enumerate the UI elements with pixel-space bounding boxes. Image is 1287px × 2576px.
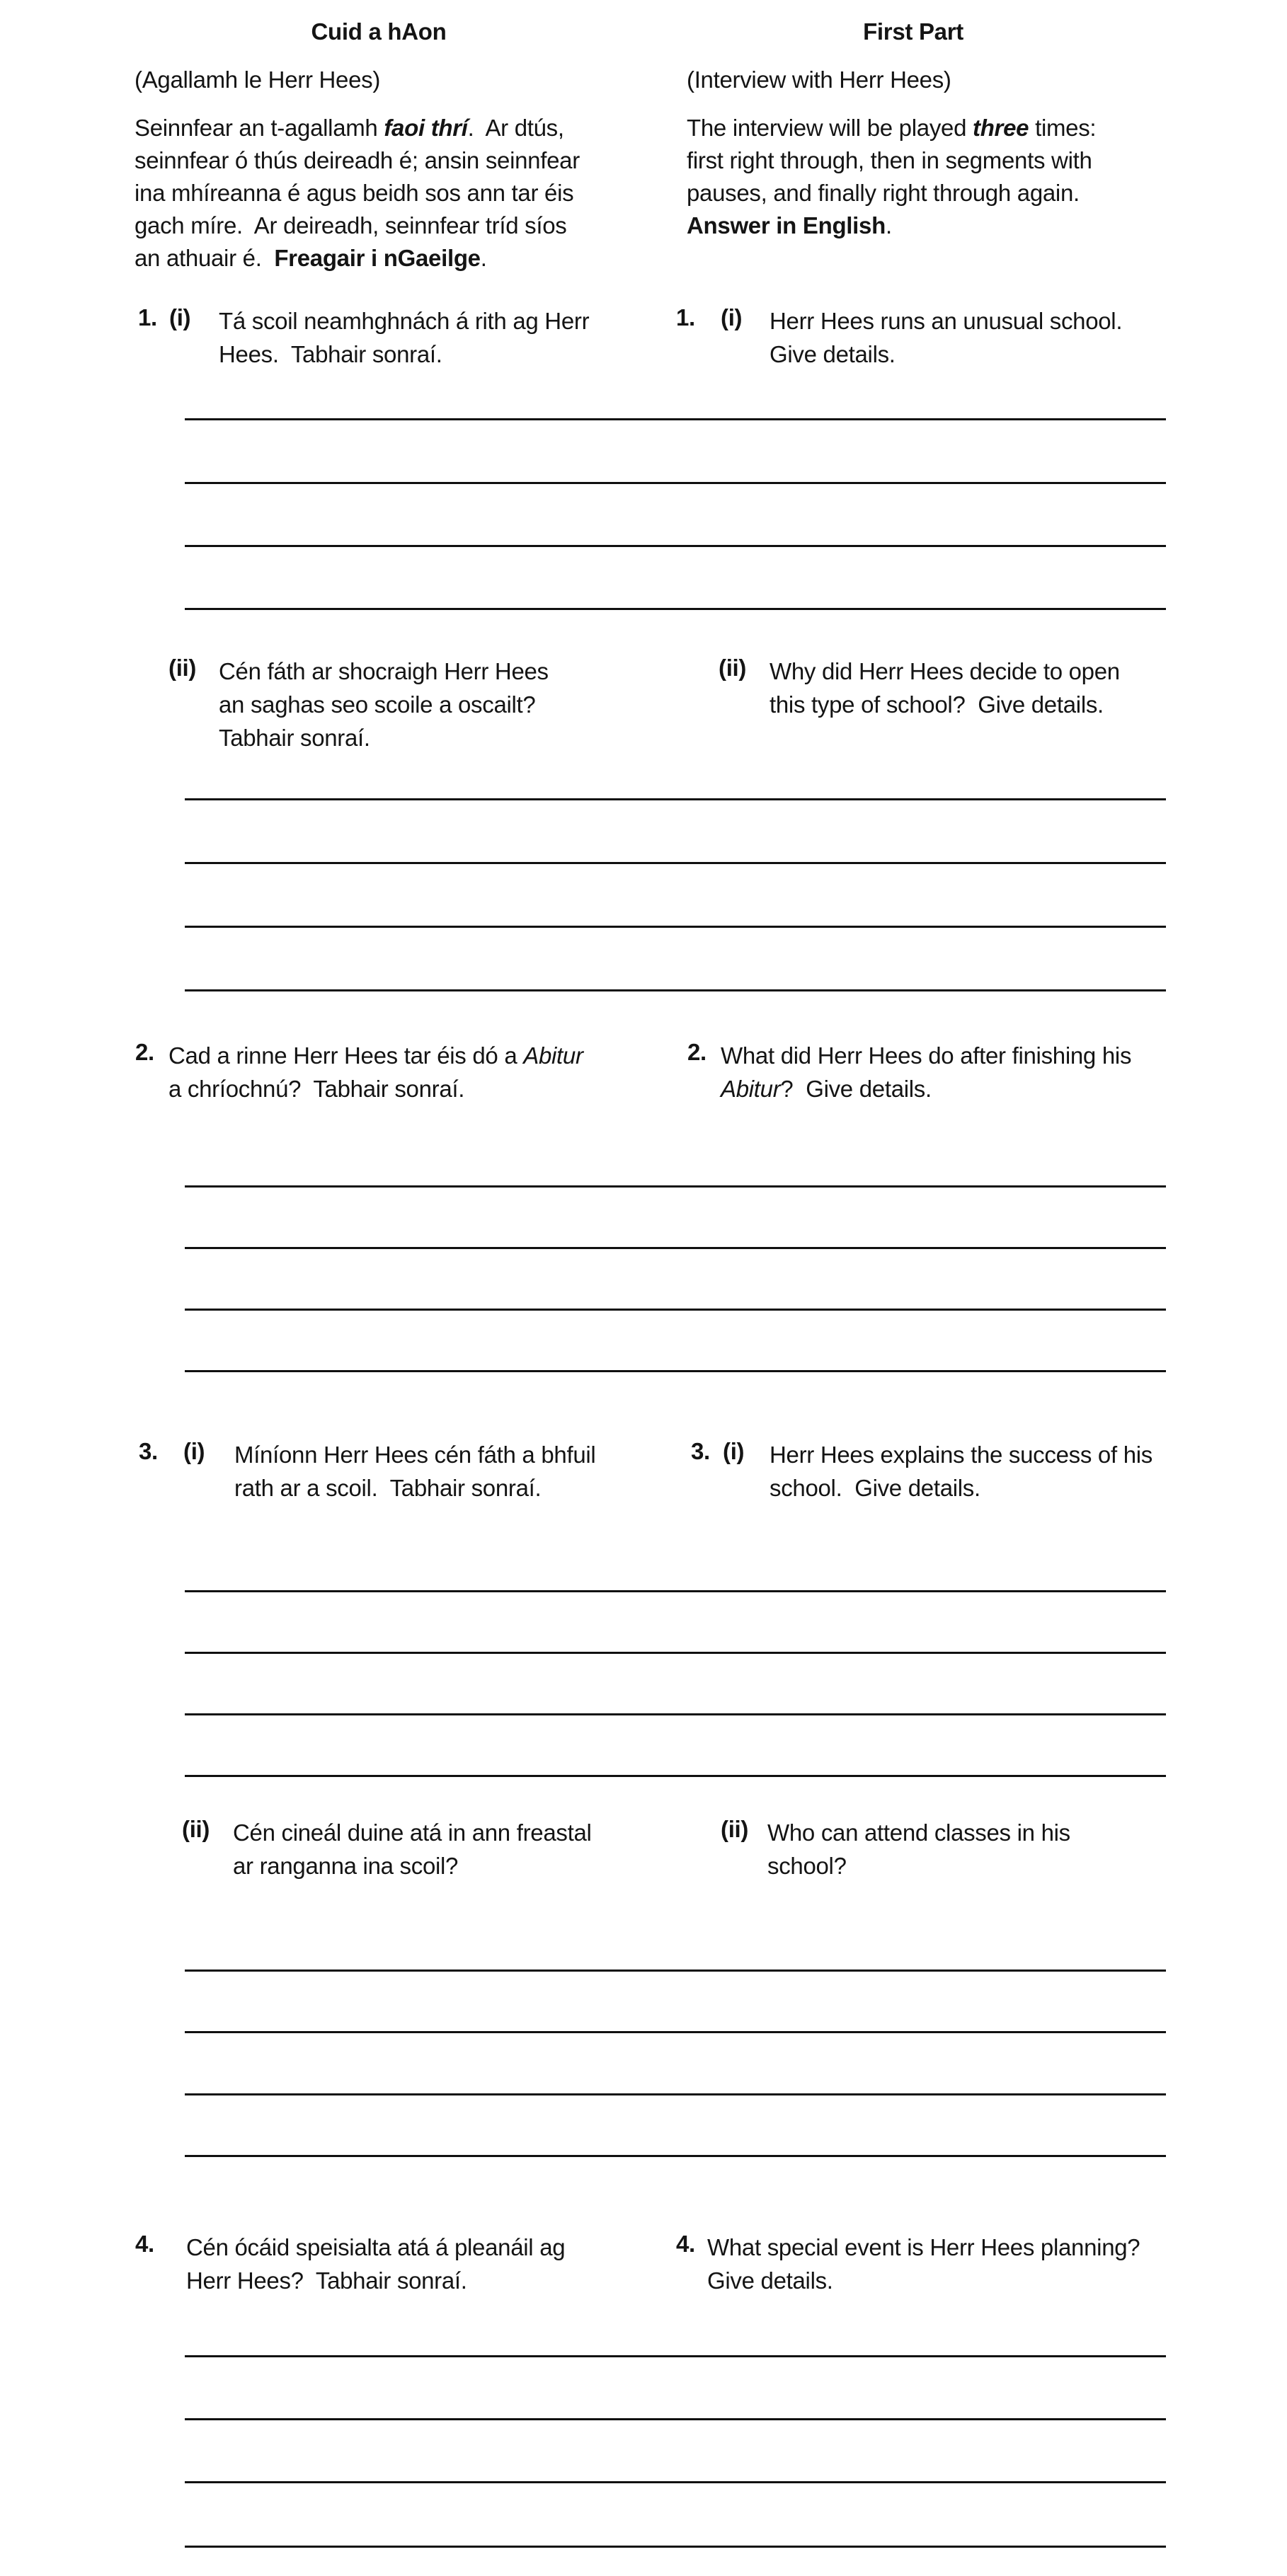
answer-line (185, 2093, 1166, 2095)
instructions-english-line: The interview will be played three times: (687, 115, 1097, 141)
answer-line (185, 1713, 1166, 1715)
answer-line (185, 1247, 1166, 1249)
instructions-english-line: pauses, and finally right through again. (687, 180, 1080, 206)
question-text-irish: Míníonn Herr Hees cén fáth a bhfuil rath ar a scoil. Tabhair sonraí. (234, 1442, 596, 1501)
question-roman: (ii) (719, 655, 747, 681)
instructions-irish-line: an athuair é. Freagair i nGaeilge. (135, 245, 487, 271)
answer-line (185, 1970, 1166, 1972)
question-number: 2. (135, 1039, 154, 1065)
instructions-irish-line: Seinnfear an t-agallamh faoi thrí. Ar dtús, (135, 115, 564, 141)
answer-line (185, 1652, 1166, 1654)
instructions-english-line: Answer in English. (687, 212, 892, 238)
answer-line (185, 2155, 1166, 2157)
answer-line (185, 989, 1166, 991)
answer-line (185, 862, 1166, 864)
question-roman: (ii) (721, 1816, 749, 1842)
question-text-english: Herr Hees runs an unusual school. Give details. (770, 308, 1123, 367)
answer-line (185, 798, 1166, 800)
answer-line (185, 545, 1166, 547)
answer-line (185, 608, 1166, 610)
section-title-english: First Part (863, 18, 963, 45)
question-number: 4. (676, 2231, 695, 2257)
question-text-english: Herr Hees explains the success of his school. Give details. (770, 1442, 1152, 1501)
instructions-english (687, 112, 1096, 242)
question-number: 1. (138, 304, 157, 330)
question-number: 3. (139, 1438, 158, 1464)
question-text-irish: Cad a rinne Herr Hees tar éis dó a Abitur a chríochnú? Tabhair sonraí. (168, 1042, 583, 1102)
answer-line (185, 482, 1166, 484)
answer-line (185, 1185, 1166, 1188)
answer-line (185, 1775, 1166, 1777)
question-text-english: Who can attend classes in his school? (767, 1819, 1070, 1879)
question-roman: (i) (169, 304, 191, 330)
question-roman: (i) (183, 1438, 205, 1464)
question-number: 2. (687, 1039, 707, 1065)
question-number: 1. (676, 304, 695, 330)
subtitle-english: (Interview with Herr Hees) (687, 67, 951, 93)
subtitle-irish: (Agallamh le Herr Hees) (135, 67, 381, 93)
question-roman: (i) (721, 304, 743, 330)
answer-line (185, 1309, 1166, 1311)
answer-line (185, 1370, 1166, 1372)
answer-line (185, 926, 1166, 928)
answer-line (185, 2031, 1166, 2033)
answer-line (185, 2355, 1166, 2357)
answer-line (185, 2546, 1166, 2548)
question-text-english: What special event is Herr Hees planning? Give details. (707, 2234, 1140, 2294)
instructions-irish-line: seinnfear ó thús deireadh é; ansin seinnfear (135, 147, 580, 173)
instructions-irish (135, 112, 580, 275)
question-roman: (i) (723, 1438, 745, 1464)
question-text-irish: Tá scoil neamhghnách á rith ag Herr Hees. Tabhair sonraí. (219, 308, 590, 367)
question-text-irish: Cén cineál duine atá in ann freastal ar ranganna ina scoil? (233, 1819, 592, 1879)
section-title-irish: Cuid a hAon (311, 18, 447, 45)
question-roman: (ii) (182, 1816, 210, 1842)
answer-line (185, 2481, 1166, 2483)
question-number: 4. (135, 2231, 154, 2257)
answer-line (185, 2418, 1166, 2420)
question-roman: (ii) (168, 655, 197, 681)
answer-line (185, 418, 1166, 420)
question-text-english: Why did Herr Hees decide to open this type of school? Give details. (770, 658, 1120, 718)
instructions-irish-line: gach míre. Ar deireadh, seinnfear tríd síos (135, 212, 567, 238)
instructions-irish-line: ina mhíreanna é agus beidh sos ann tar éis (135, 180, 574, 206)
instructions-english-line: first right through, then in segments with (687, 147, 1092, 173)
question-text-english: What did Herr Hees do after finishing his Abitur? Give details. (721, 1042, 1132, 1102)
question-text-irish: Cén ócáid speisialta atá á pleanáil ag Herr Hees? Tabhair sonraí. (186, 2234, 566, 2294)
answer-line (185, 1590, 1166, 1592)
question-text-irish: Cén fáth ar shocraigh Herr Hees an saghas seo scoile a oscailt? Tabhair sonraí. (219, 658, 549, 751)
question-number: 3. (691, 1438, 710, 1464)
